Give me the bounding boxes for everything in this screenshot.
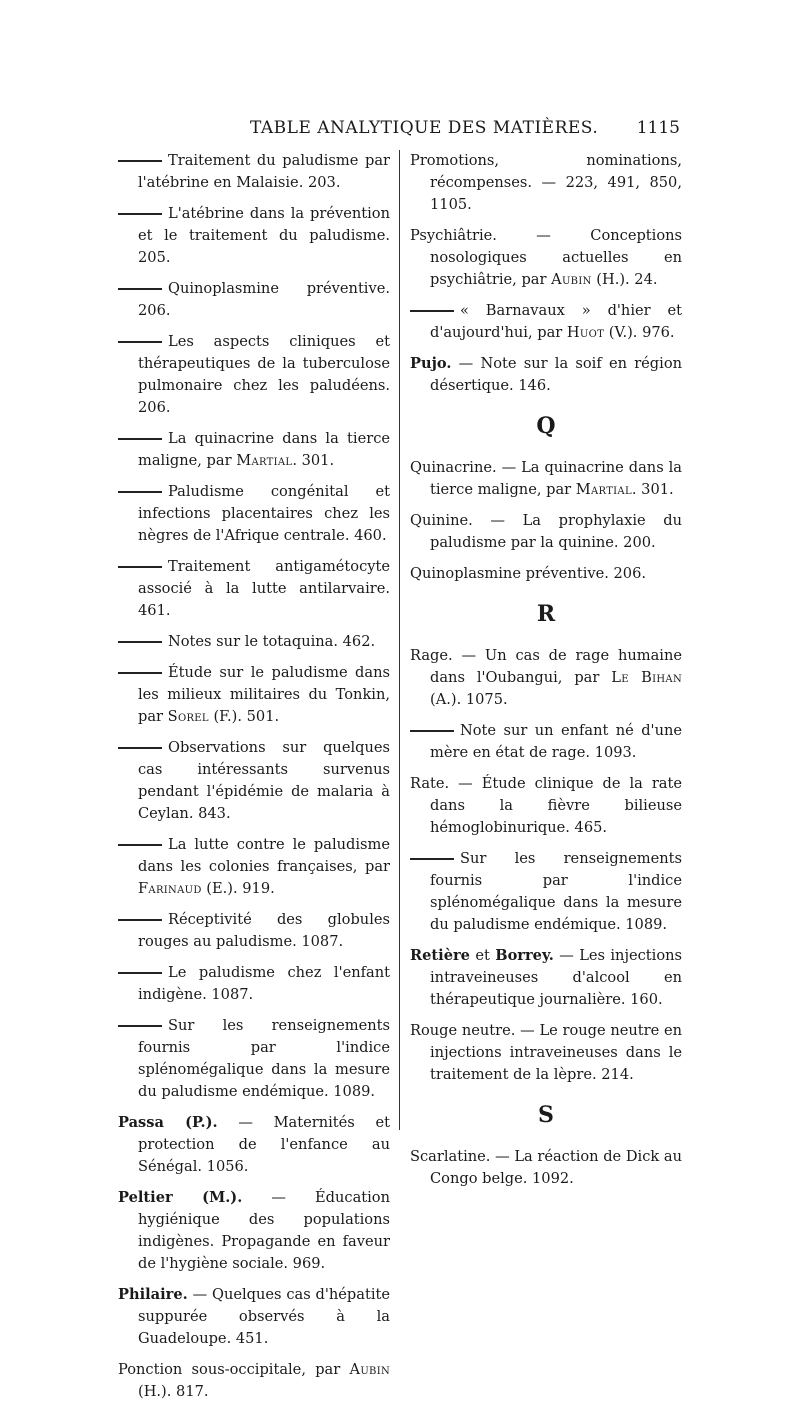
author-name: Farinaud bbox=[138, 880, 202, 897]
index-entry bbox=[118, 556, 390, 622]
entry-text: Quinoplasmine préventive. 206. bbox=[138, 280, 390, 319]
entry-text: Notes sur le totaquina. 462. bbox=[168, 633, 376, 650]
index-entry bbox=[410, 353, 682, 397]
entry-heading: Pujo. bbox=[410, 355, 452, 372]
em-dash-rule bbox=[118, 438, 162, 439]
entry-text: Traitement du paludisme par l'atébrine en Malaisie. 203. bbox=[138, 152, 390, 191]
em-dash-rule bbox=[410, 858, 454, 859]
index-entry bbox=[410, 645, 682, 711]
index-entry bbox=[410, 300, 682, 344]
entry-tail: (F.). 501. bbox=[213, 708, 280, 725]
em-dash-rule bbox=[118, 213, 162, 214]
entry-text: — Quelques cas d'hépatite suppurée observés à la Guadeloupe. 451. bbox=[138, 1286, 390, 1347]
page-header bbox=[110, 118, 688, 142]
em-dash-rule bbox=[118, 747, 162, 748]
em-dash-rule bbox=[118, 672, 162, 673]
entry-tail: . 301. bbox=[631, 481, 674, 498]
entry-text: Psychiâtrie. — Conceptions nosologiques actuelles en psychiâtrie, par bbox=[410, 227, 682, 288]
index-entry bbox=[118, 428, 390, 472]
entry-heading: Borrey. bbox=[495, 947, 554, 964]
index-entry bbox=[118, 278, 390, 322]
left-column bbox=[118, 150, 390, 1412]
entry-text: Rouge neutre. — Le rouge neutre en injections intraveineuses dans le traitement de la lèpre. 214. bbox=[410, 1022, 682, 1083]
index-entry bbox=[118, 203, 390, 269]
index-entry bbox=[118, 834, 390, 900]
author-name: Martial bbox=[575, 481, 632, 498]
entry-text: Quinoplasmine préventive. 206. bbox=[410, 565, 647, 582]
index-entry bbox=[118, 962, 390, 1006]
entry-text: Note sur un enfant né d'une mère en état de rage. 1093. bbox=[430, 722, 682, 761]
index-entry bbox=[118, 1284, 390, 1350]
entry-text: Traitement antigamétocyte associé à la lutte antilarvaire. 461. bbox=[138, 558, 390, 619]
em-dash-rule bbox=[118, 288, 162, 289]
em-dash-rule bbox=[118, 972, 162, 973]
column-divider bbox=[399, 150, 400, 1130]
entry-heading: Peltier (M.). bbox=[118, 1189, 243, 1206]
index-entry bbox=[410, 1146, 682, 1190]
index-entry bbox=[118, 1015, 390, 1103]
author-name: Aubin bbox=[551, 271, 592, 288]
entry-text: — Les injections intraveineuses d'alcool en thérapeutique journalière. 160. bbox=[430, 947, 682, 1008]
entry-text: Quinine. — La prophylaxie du paludisme par la quinine. 200. bbox=[410, 512, 682, 551]
right-column bbox=[410, 150, 682, 1199]
entry-tail: (H.). 817. bbox=[138, 1383, 209, 1400]
entry-text: Quinacrine. — La quinacrine dans la tierce maligne, par bbox=[410, 459, 682, 498]
index-entry bbox=[410, 457, 682, 501]
index-entry bbox=[118, 1359, 390, 1403]
index-entry bbox=[118, 631, 390, 653]
entry-text: Observations sur quelques cas intéressants survenus pendant l'épidémie de malaria à Ceylan. 843. bbox=[138, 739, 390, 822]
entry-text: Paludisme congénital et infections placentaires chez les nègres de l'Afrique centrale. 460. bbox=[138, 483, 390, 544]
entry-text: Scarlatine. — La réaction de Dick au Congo belge. 1092. bbox=[410, 1148, 682, 1187]
entry-text: L'atébrine dans la prévention et le traitement du paludisme. 205. bbox=[138, 205, 390, 266]
author-name: Sorel bbox=[167, 708, 209, 725]
entry-text: Promotions, nominations, récompenses. — 223, 491, 850, 1105. bbox=[410, 152, 682, 213]
page-number: 1115 bbox=[636, 118, 680, 138]
index-entry bbox=[410, 563, 682, 585]
em-dash-rule bbox=[118, 341, 162, 342]
entry-text: Les aspects cliniques et thérapeutiques de la tuberculose pulmonaire chez les paludéens. 206. bbox=[138, 333, 390, 416]
em-dash-rule bbox=[118, 160, 162, 161]
section-letter-r: R bbox=[536, 601, 556, 627]
em-dash-rule bbox=[118, 919, 162, 920]
section-letter-q: Q bbox=[536, 413, 556, 439]
author-name: Le Bihan bbox=[611, 669, 682, 686]
entry-text: Le paludisme chez l'enfant indigène. 1087. bbox=[138, 964, 390, 1003]
entry-heading: Philaire. bbox=[118, 1286, 188, 1303]
index-entry bbox=[118, 909, 390, 953]
index-entry bbox=[118, 150, 390, 194]
entry-conjunction: et bbox=[475, 947, 490, 964]
index-entry bbox=[410, 773, 682, 839]
em-dash-rule bbox=[118, 566, 162, 567]
index-entry bbox=[410, 1020, 682, 1086]
entry-text: Rate. — Étude clinique de la rate dans la fièvre bilieuse hémoglobinurique. 465. bbox=[410, 775, 682, 836]
entry-text: Ponction sous-occipitale, par bbox=[118, 1361, 341, 1378]
index-entry bbox=[118, 331, 390, 419]
em-dash-rule bbox=[118, 491, 162, 492]
index-entry bbox=[410, 225, 682, 291]
entry-text: La lutte contre le paludisme dans les colonies françaises, par bbox=[138, 836, 390, 875]
em-dash-rule bbox=[410, 310, 454, 311]
index-entry bbox=[410, 720, 682, 764]
index-entry bbox=[118, 737, 390, 825]
index-entry bbox=[410, 945, 682, 1011]
index-entry bbox=[118, 1187, 390, 1275]
index-entry bbox=[410, 848, 682, 936]
author-name: Aubin bbox=[349, 1361, 391, 1378]
entry-text: La quinacrine dans la tierce maligne, par bbox=[138, 430, 390, 469]
entry-text: Réceptivité des globules rouges au paludisme. 1087. bbox=[138, 911, 390, 950]
entry-heading: Passa (P.). bbox=[118, 1114, 218, 1131]
em-dash-rule bbox=[410, 730, 454, 731]
index-entry bbox=[118, 1112, 390, 1178]
entry-tail: (A.). 1075. bbox=[430, 691, 508, 708]
index-entry bbox=[118, 481, 390, 547]
entry-tail: . 301. bbox=[292, 452, 335, 469]
entry-heading: Retière bbox=[410, 947, 470, 964]
entry-tail: (E.). 919. bbox=[206, 880, 275, 897]
em-dash-rule bbox=[118, 1025, 162, 1026]
index-entry bbox=[410, 510, 682, 554]
em-dash-rule bbox=[118, 641, 162, 642]
index-entry bbox=[410, 150, 682, 216]
entry-text: Sur les renseignements fournis par l'indice splénomégalique dans la mesure du paludisme endémique. 1089. bbox=[430, 850, 682, 933]
entry-text: — Maternités et protection de l'enfance au Sénégal. 1056. bbox=[138, 1114, 390, 1175]
author-name: Martial bbox=[236, 452, 293, 469]
author-name: Huot bbox=[566, 324, 605, 341]
running-title: TABLE ANALYTIQUE DES MATIÈRES. bbox=[250, 118, 599, 138]
entry-text: — Note sur la soif en région désertique. 146. bbox=[430, 355, 683, 394]
section-letter-s: S bbox=[538, 1102, 554, 1128]
entry-text: Rage. — Un cas de rage humaine dans l'Oubangui, par bbox=[410, 647, 682, 686]
entry-text: — Éducation hygiénique des populations indigènes. Propagande en faveur de l'hygiène sociale. 969. bbox=[138, 1189, 390, 1272]
index-entry bbox=[118, 662, 390, 728]
entry-text: Étude sur le paludisme dans les milieux militaires du Tonkin, par bbox=[138, 664, 390, 725]
entry-text: Sur les renseignements fournis par l'indice splénomégalique dans la mesure du paludisme endémique. 1089. bbox=[138, 1017, 390, 1100]
entry-tail: (H.). 24. bbox=[596, 271, 658, 288]
entry-tail: (V.). 976. bbox=[608, 324, 675, 341]
entry-text: « Barnavaux » d'hier et d'aujourd'hui, par bbox=[430, 302, 682, 341]
em-dash-rule bbox=[118, 844, 162, 845]
